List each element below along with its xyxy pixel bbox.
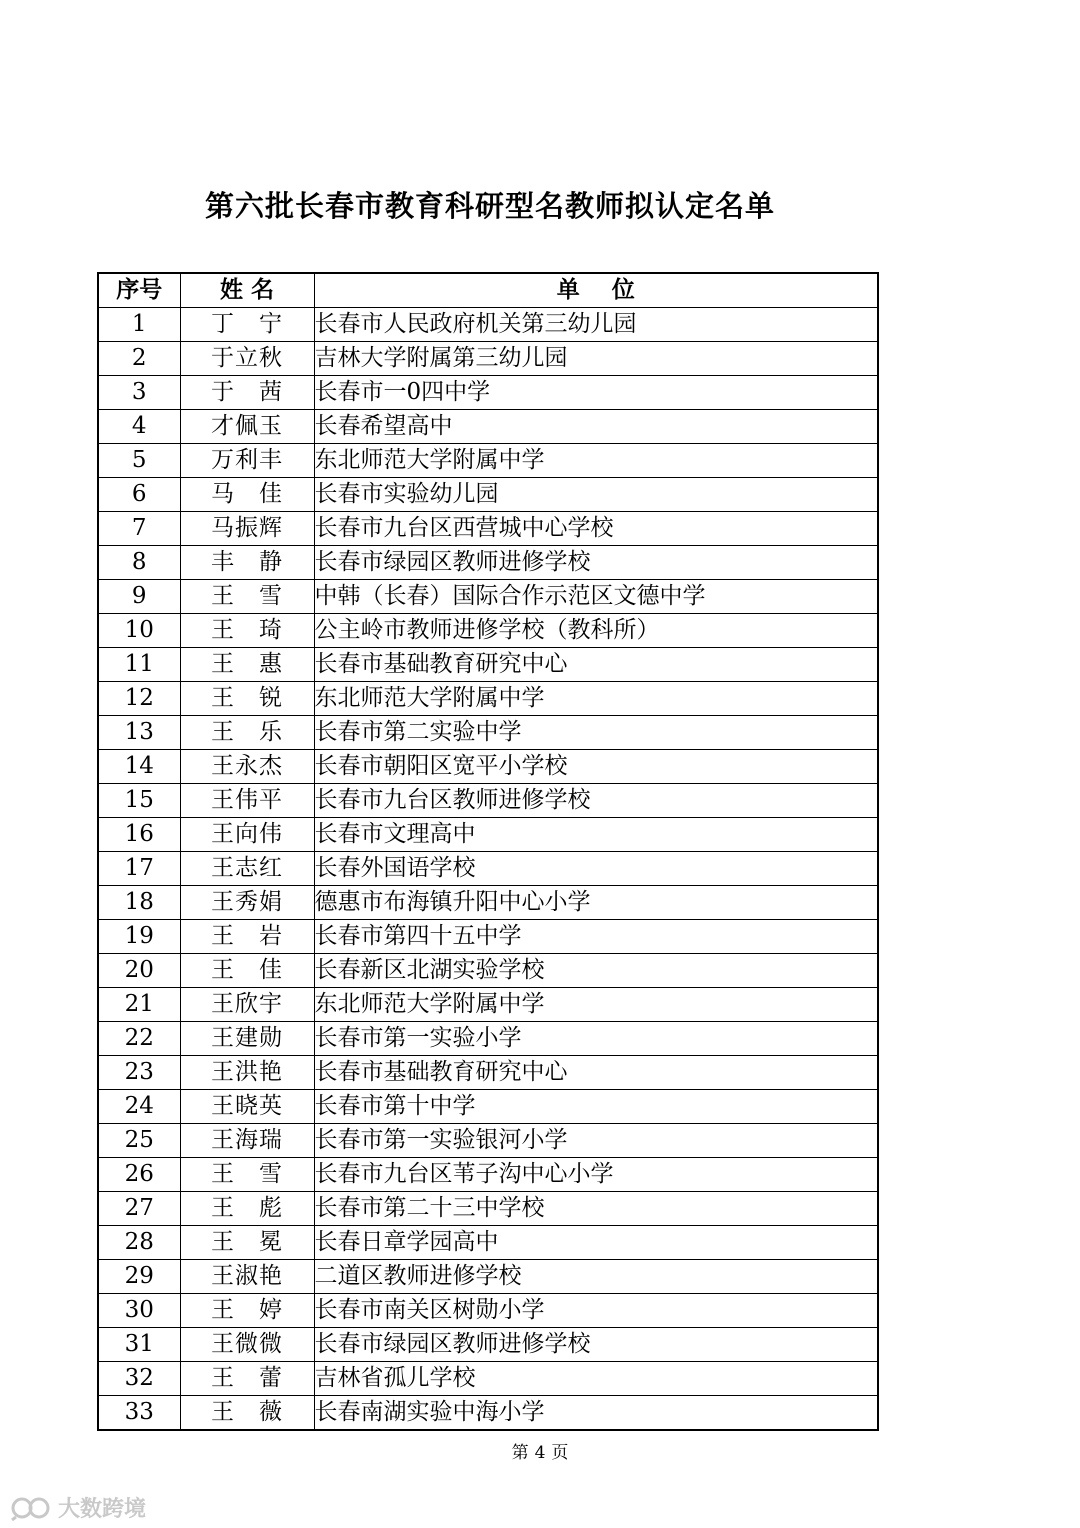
cell-no: 11 — [98, 648, 180, 682]
table-row — [98, 682, 878, 716]
cell-no: 8 — [98, 546, 180, 580]
cell-unit: 长春市绿园区教师进修学校 — [314, 546, 878, 580]
cell-unit: 长春外国语学校 — [314, 852, 878, 886]
cell-name: 王 佳 — [180, 954, 314, 988]
cell-name: 王 锐 — [180, 682, 314, 716]
table-row — [98, 784, 878, 818]
cell-unit: 长春市第一实验银河小学 — [314, 1124, 878, 1158]
table-row — [98, 614, 878, 648]
cell-unit: 长春市人民政府机关第三幼儿园 — [314, 308, 878, 342]
watermark-logo-icon — [10, 1495, 54, 1521]
cell-no: 4 — [98, 410, 180, 444]
cell-name: 王 乐 — [180, 716, 314, 750]
cell-no: 13 — [98, 716, 180, 750]
cell-name: 王 雪 — [180, 1158, 314, 1192]
header-no: 序号 — [98, 273, 180, 308]
cell-no: 16 — [98, 818, 180, 852]
page-prefix: 第 — [511, 1443, 529, 1463]
cell-name: 王向伟 — [180, 818, 314, 852]
teacher-list-table — [97, 272, 879, 1431]
cell-unit: 长春市九台区教师进修学校 — [314, 784, 878, 818]
cell-name: 王志红 — [180, 852, 314, 886]
cell-name: 王 惠 — [180, 648, 314, 682]
cell-name: 王海瑞 — [180, 1124, 314, 1158]
cell-name: 王秀娟 — [180, 886, 314, 920]
cell-no: 29 — [98, 1260, 180, 1294]
cell-no: 12 — [98, 682, 180, 716]
cell-no: 32 — [98, 1362, 180, 1396]
cell-unit: 中韩（长春）国际合作示范区文德中学 — [314, 580, 878, 614]
cell-no: 24 — [98, 1090, 180, 1124]
table-row — [98, 1294, 878, 1328]
cell-unit: 长春市第二实验中学 — [314, 716, 878, 750]
cell-name: 王 冕 — [180, 1226, 314, 1260]
table-row — [98, 852, 878, 886]
cell-name: 丁 宁 — [180, 308, 314, 342]
table-row — [98, 920, 878, 954]
cell-unit: 吉林大学附属第三幼儿园 — [314, 342, 878, 376]
cell-no: 2 — [98, 342, 180, 376]
cell-no: 5 — [98, 444, 180, 478]
table-row — [98, 512, 878, 546]
table-row — [98, 376, 878, 410]
cell-no: 3 — [98, 376, 180, 410]
cell-unit: 长春市基础教育研究中心 — [314, 648, 878, 682]
table-row — [98, 410, 878, 444]
cell-unit: 二道区教师进修学校 — [314, 1260, 878, 1294]
cell-name: 才佩玉 — [180, 410, 314, 444]
table-row — [98, 580, 878, 614]
cell-unit: 长春市九台区苇子沟中心小学 — [314, 1158, 878, 1192]
cell-name: 万利丰 — [180, 444, 314, 478]
cell-unit: 长春希望高中 — [314, 410, 878, 444]
cell-no: 27 — [98, 1192, 180, 1226]
cell-unit: 吉林省孤儿学校 — [314, 1362, 878, 1396]
cell-unit: 长春南湖实验中海小学 — [314, 1396, 878, 1431]
cell-no: 25 — [98, 1124, 180, 1158]
cell-name: 王 彪 — [180, 1192, 314, 1226]
table-body — [98, 308, 878, 1431]
cell-unit: 长春市南关区树勋小学 — [314, 1294, 878, 1328]
cell-name: 王 雪 — [180, 580, 314, 614]
cell-no: 28 — [98, 1226, 180, 1260]
cell-no: 9 — [98, 580, 180, 614]
table-row — [98, 1260, 878, 1294]
cell-unit: 长春日章学园高中 — [314, 1226, 878, 1260]
cell-unit: 长春市朝阳区宽平小学校 — [314, 750, 878, 784]
table-row — [98, 342, 878, 376]
cell-name: 王建勋 — [180, 1022, 314, 1056]
table-row — [98, 1090, 878, 1124]
cell-no: 23 — [98, 1056, 180, 1090]
table-row — [98, 1022, 878, 1056]
cell-no: 17 — [98, 852, 180, 886]
cell-unit: 长春市第十中学 — [314, 1090, 878, 1124]
cell-name: 王 蕾 — [180, 1362, 314, 1396]
table-row — [98, 648, 878, 682]
table-row — [98, 1056, 878, 1090]
cell-name: 王欣宇 — [180, 988, 314, 1022]
cell-unit: 长春新区北湖实验学校 — [314, 954, 878, 988]
cell-unit: 长春市基础教育研究中心 — [314, 1056, 878, 1090]
table-row — [98, 750, 878, 784]
page-suffix: 页 — [551, 1443, 569, 1463]
table-row — [98, 954, 878, 988]
cell-no: 6 — [98, 478, 180, 512]
cell-no: 19 — [98, 920, 180, 954]
table-row — [98, 1396, 878, 1431]
cell-unit: 长春市第一实验小学 — [314, 1022, 878, 1056]
cell-no: 7 — [98, 512, 180, 546]
cell-unit: 长春市实验幼儿园 — [314, 478, 878, 512]
cell-unit: 长春市文理高中 — [314, 818, 878, 852]
table-row — [98, 1124, 878, 1158]
cell-name: 王伟平 — [180, 784, 314, 818]
cell-no: 26 — [98, 1158, 180, 1192]
cell-name: 马振辉 — [180, 512, 314, 546]
table-row — [98, 1158, 878, 1192]
header-unit: 单 位 — [314, 273, 878, 308]
cell-no: 30 — [98, 1294, 180, 1328]
cell-no: 1 — [98, 308, 180, 342]
cell-no: 20 — [98, 954, 180, 988]
cell-unit: 长春市第二十三中学校 — [314, 1192, 878, 1226]
cell-no: 21 — [98, 988, 180, 1022]
cell-name: 王淑艳 — [180, 1260, 314, 1294]
cell-no: 33 — [98, 1396, 180, 1431]
cell-no: 15 — [98, 784, 180, 818]
table-row — [98, 546, 878, 580]
cell-name: 马 佳 — [180, 478, 314, 512]
cell-name: 丰 静 — [180, 546, 314, 580]
table-row — [98, 818, 878, 852]
table-row — [98, 1362, 878, 1396]
header-name: 姓 名 — [180, 273, 314, 308]
cell-unit: 东北师范大学附属中学 — [314, 682, 878, 716]
cell-unit: 长春市九台区西营城中心学校 — [314, 512, 878, 546]
cell-name: 王 婷 — [180, 1294, 314, 1328]
cell-unit: 东北师范大学附属中学 — [314, 444, 878, 478]
cell-name: 王 琦 — [180, 614, 314, 648]
cell-name: 于立秋 — [180, 342, 314, 376]
table-row — [98, 1226, 878, 1260]
cell-unit: 长春市第四十五中学 — [314, 920, 878, 954]
page-number — [0, 1438, 1080, 1463]
table-header-row — [98, 273, 878, 308]
cell-no: 10 — [98, 614, 180, 648]
cell-unit: 德惠市布海镇升阳中心小学 — [314, 886, 878, 920]
table-row — [98, 988, 878, 1022]
cell-name: 王 岩 — [180, 920, 314, 954]
cell-name: 王晓英 — [180, 1090, 314, 1124]
table-row — [98, 716, 878, 750]
cell-no: 22 — [98, 1022, 180, 1056]
table-row — [98, 1328, 878, 1362]
cell-name: 于 茜 — [180, 376, 314, 410]
cell-unit: 公主岭市教师进修学校（教科所） — [314, 614, 878, 648]
cell-unit: 东北师范大学附属中学 — [314, 988, 878, 1022]
table-row — [98, 444, 878, 478]
page-number-value: 4 — [534, 1443, 546, 1463]
table-row — [98, 886, 878, 920]
table-row — [98, 478, 878, 512]
cell-unit: 长春市一0四中学 — [314, 376, 878, 410]
cell-unit: 长春市绿园区教师进修学校 — [314, 1328, 878, 1362]
cell-no: 14 — [98, 750, 180, 784]
cell-name: 王洪艳 — [180, 1056, 314, 1090]
cell-name: 王微微 — [180, 1328, 314, 1362]
page-title: 第六批长春市教育科研型名教师拟认定名单 — [204, 189, 775, 223]
cell-no: 31 — [98, 1328, 180, 1362]
watermark-text: 大数跨境 — [58, 1497, 147, 1522]
table-row — [98, 308, 878, 342]
cell-no: 18 — [98, 886, 180, 920]
cell-name: 王 薇 — [180, 1396, 314, 1431]
table-row — [98, 1192, 878, 1226]
watermark — [10, 1492, 146, 1523]
cell-name: 王永杰 — [180, 750, 314, 784]
